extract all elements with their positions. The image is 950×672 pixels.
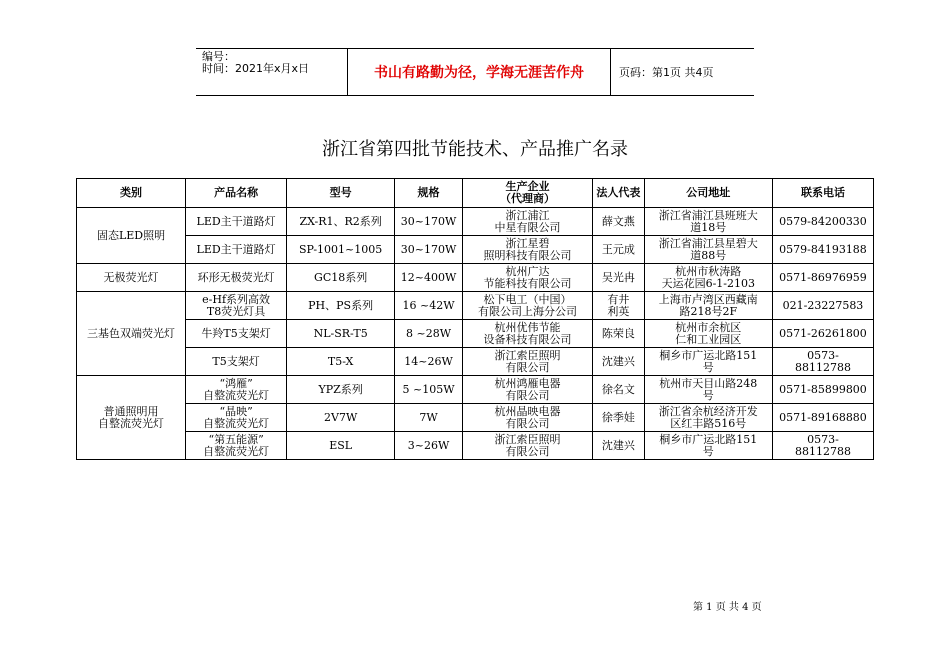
- table-cell: 16 ~42W: [395, 292, 463, 320]
- table-cell: GC18系列: [287, 264, 395, 292]
- table-cell: 陈荣良: [593, 320, 645, 348]
- table-cell: 王元成: [593, 236, 645, 264]
- column-header: 型号: [287, 179, 395, 208]
- table-cell: 牛羚T5支架灯: [186, 320, 287, 348]
- table-cell: 0579-84193188: [772, 236, 873, 264]
- table-cell: 环形无极荧光灯: [186, 264, 287, 292]
- document-time-label: 时间：2021年x月x日: [202, 62, 310, 75]
- category-cell: 普通照明用 自整流荧光灯: [77, 376, 186, 460]
- table-cell: 5 ~105W: [395, 376, 463, 404]
- table-cell: 薛文燕: [593, 208, 645, 236]
- header-page-number: 页码：第1页 共4页: [611, 49, 755, 96]
- table-cell: 0571-89168880: [772, 404, 873, 432]
- table-cell: 杭州广达 节能科技有限公司: [462, 264, 592, 292]
- table-cell: 30~170W: [395, 236, 463, 264]
- table-cell: T5支架灯: [186, 348, 287, 376]
- table-cell: 杭州优伟节能 设备科技有限公司: [462, 320, 592, 348]
- column-header: 生产企业 （代理商）: [462, 179, 592, 208]
- table-cell: 松下电工（中国） 有限公司上海分公司: [462, 292, 592, 320]
- table-row: [77, 208, 874, 236]
- column-header: 规格: [395, 179, 463, 208]
- table-cell: 杭州市余杭区 仁和工业园区: [644, 320, 772, 348]
- table-row: [77, 264, 874, 292]
- table-cell: 徐季娃: [593, 404, 645, 432]
- table-cell: 0573- 88112788: [772, 432, 873, 460]
- column-header: 公司地址: [644, 179, 772, 208]
- table-cell: 2V7W: [287, 404, 395, 432]
- table-cell: ZX-R1、R2系列: [287, 208, 395, 236]
- table-row: [77, 432, 874, 460]
- document-number-label: 编号：: [202, 50, 235, 63]
- table-row: [77, 320, 874, 348]
- table-cell: 0571-86976959: [772, 264, 873, 292]
- table-cell: e-Hf系列高效 T8荧光灯具: [186, 292, 287, 320]
- table-row: [77, 292, 874, 320]
- table-cell: 有井 利英: [593, 292, 645, 320]
- table-header-row: [77, 179, 874, 208]
- table-cell: 12~400W: [395, 264, 463, 292]
- table-cell: 3~26W: [395, 432, 463, 460]
- table-cell: 0573- 88112788: [772, 348, 873, 376]
- table-cell: YPZ系列: [287, 376, 395, 404]
- table-cell: 7W: [395, 404, 463, 432]
- table-cell: 浙江省浦江县班班大 道18号: [644, 208, 772, 236]
- table-cell: 30~170W: [395, 208, 463, 236]
- page-footer: 第 1 页 共 4 页: [693, 602, 762, 613]
- table-cell: 浙江星碧 照明科技有限公司: [462, 236, 592, 264]
- table-cell: 杭州晶映电器 有限公司: [462, 404, 592, 432]
- table-cell: 杭州鸿雁电器 有限公司: [462, 376, 592, 404]
- table-cell: 浙江省浦江县星碧大 道88号: [644, 236, 772, 264]
- table-row: [77, 348, 874, 376]
- category-cell: 无极荧光灯: [77, 264, 186, 292]
- table-cell: LED主干道路灯: [186, 236, 287, 264]
- table-cell: 浙江索臣照明 有限公司: [462, 348, 592, 376]
- table-row: [77, 404, 874, 432]
- table-cell: 杭州市天目山路248 号: [644, 376, 772, 404]
- page-header: [196, 48, 754, 96]
- header-motto: 书山有路勤为径，学海无涯苦作舟: [348, 49, 611, 96]
- table-cell: 0571-85899800: [772, 376, 873, 404]
- category-cell: 固态LED照明: [77, 208, 186, 264]
- column-header: 产品名称: [186, 179, 287, 208]
- table-cell: 8 ~28W: [395, 320, 463, 348]
- table-cell: 浙江索臣照明 有限公司: [462, 432, 592, 460]
- table-cell: 浙江浦江 中星有限公司: [462, 208, 592, 236]
- table-cell: ESL: [287, 432, 395, 460]
- table-cell: 沈建兴: [593, 348, 645, 376]
- table-cell: NL-SR-T5: [287, 320, 395, 348]
- table-cell: LED主干道路灯: [186, 208, 287, 236]
- table-cell: 桐乡市广运北路151 号: [644, 348, 772, 376]
- document-title: 浙江省第四批节能技术、产品推广名录: [322, 139, 628, 160]
- table-cell: 沈建兴: [593, 432, 645, 460]
- table-row: [77, 236, 874, 264]
- table-cell: 吴光冉: [593, 264, 645, 292]
- column-header: 类别: [77, 179, 186, 208]
- column-header: 法人代表: [593, 179, 645, 208]
- table-cell: 14~26W: [395, 348, 463, 376]
- table-cell: 浙江省余杭经济开发 区红丰路516号: [644, 404, 772, 432]
- table-cell: “第五能源” 自整流荧光灯: [186, 432, 287, 460]
- table-cell: 杭州市秋涛路 天运花园6-1-2103: [644, 264, 772, 292]
- header-meta: [196, 49, 348, 96]
- table-cell: SP-1001~1005: [287, 236, 395, 264]
- table-cell: 徐名文: [593, 376, 645, 404]
- table-cell: 桐乡市广运北路151 号: [644, 432, 772, 460]
- product-catalog-table: [76, 178, 874, 460]
- table-cell: “晶映” 自整流荧光灯: [186, 404, 287, 432]
- table-cell: T5-X: [287, 348, 395, 376]
- category-cell: 三基色双端荧光灯: [77, 292, 186, 376]
- table-cell: 0579-84200330: [772, 208, 873, 236]
- table-cell: 021-23227583: [772, 292, 873, 320]
- table-cell: 上海市卢湾区西藏南 路218号2F: [644, 292, 772, 320]
- table-row: [77, 376, 874, 404]
- column-header: 联系电话: [772, 179, 873, 208]
- table-cell: 0571-26261800: [772, 320, 873, 348]
- table-cell: PH、PS系列: [287, 292, 395, 320]
- table-cell: “鸿雁” 自整流荧光灯: [186, 376, 287, 404]
